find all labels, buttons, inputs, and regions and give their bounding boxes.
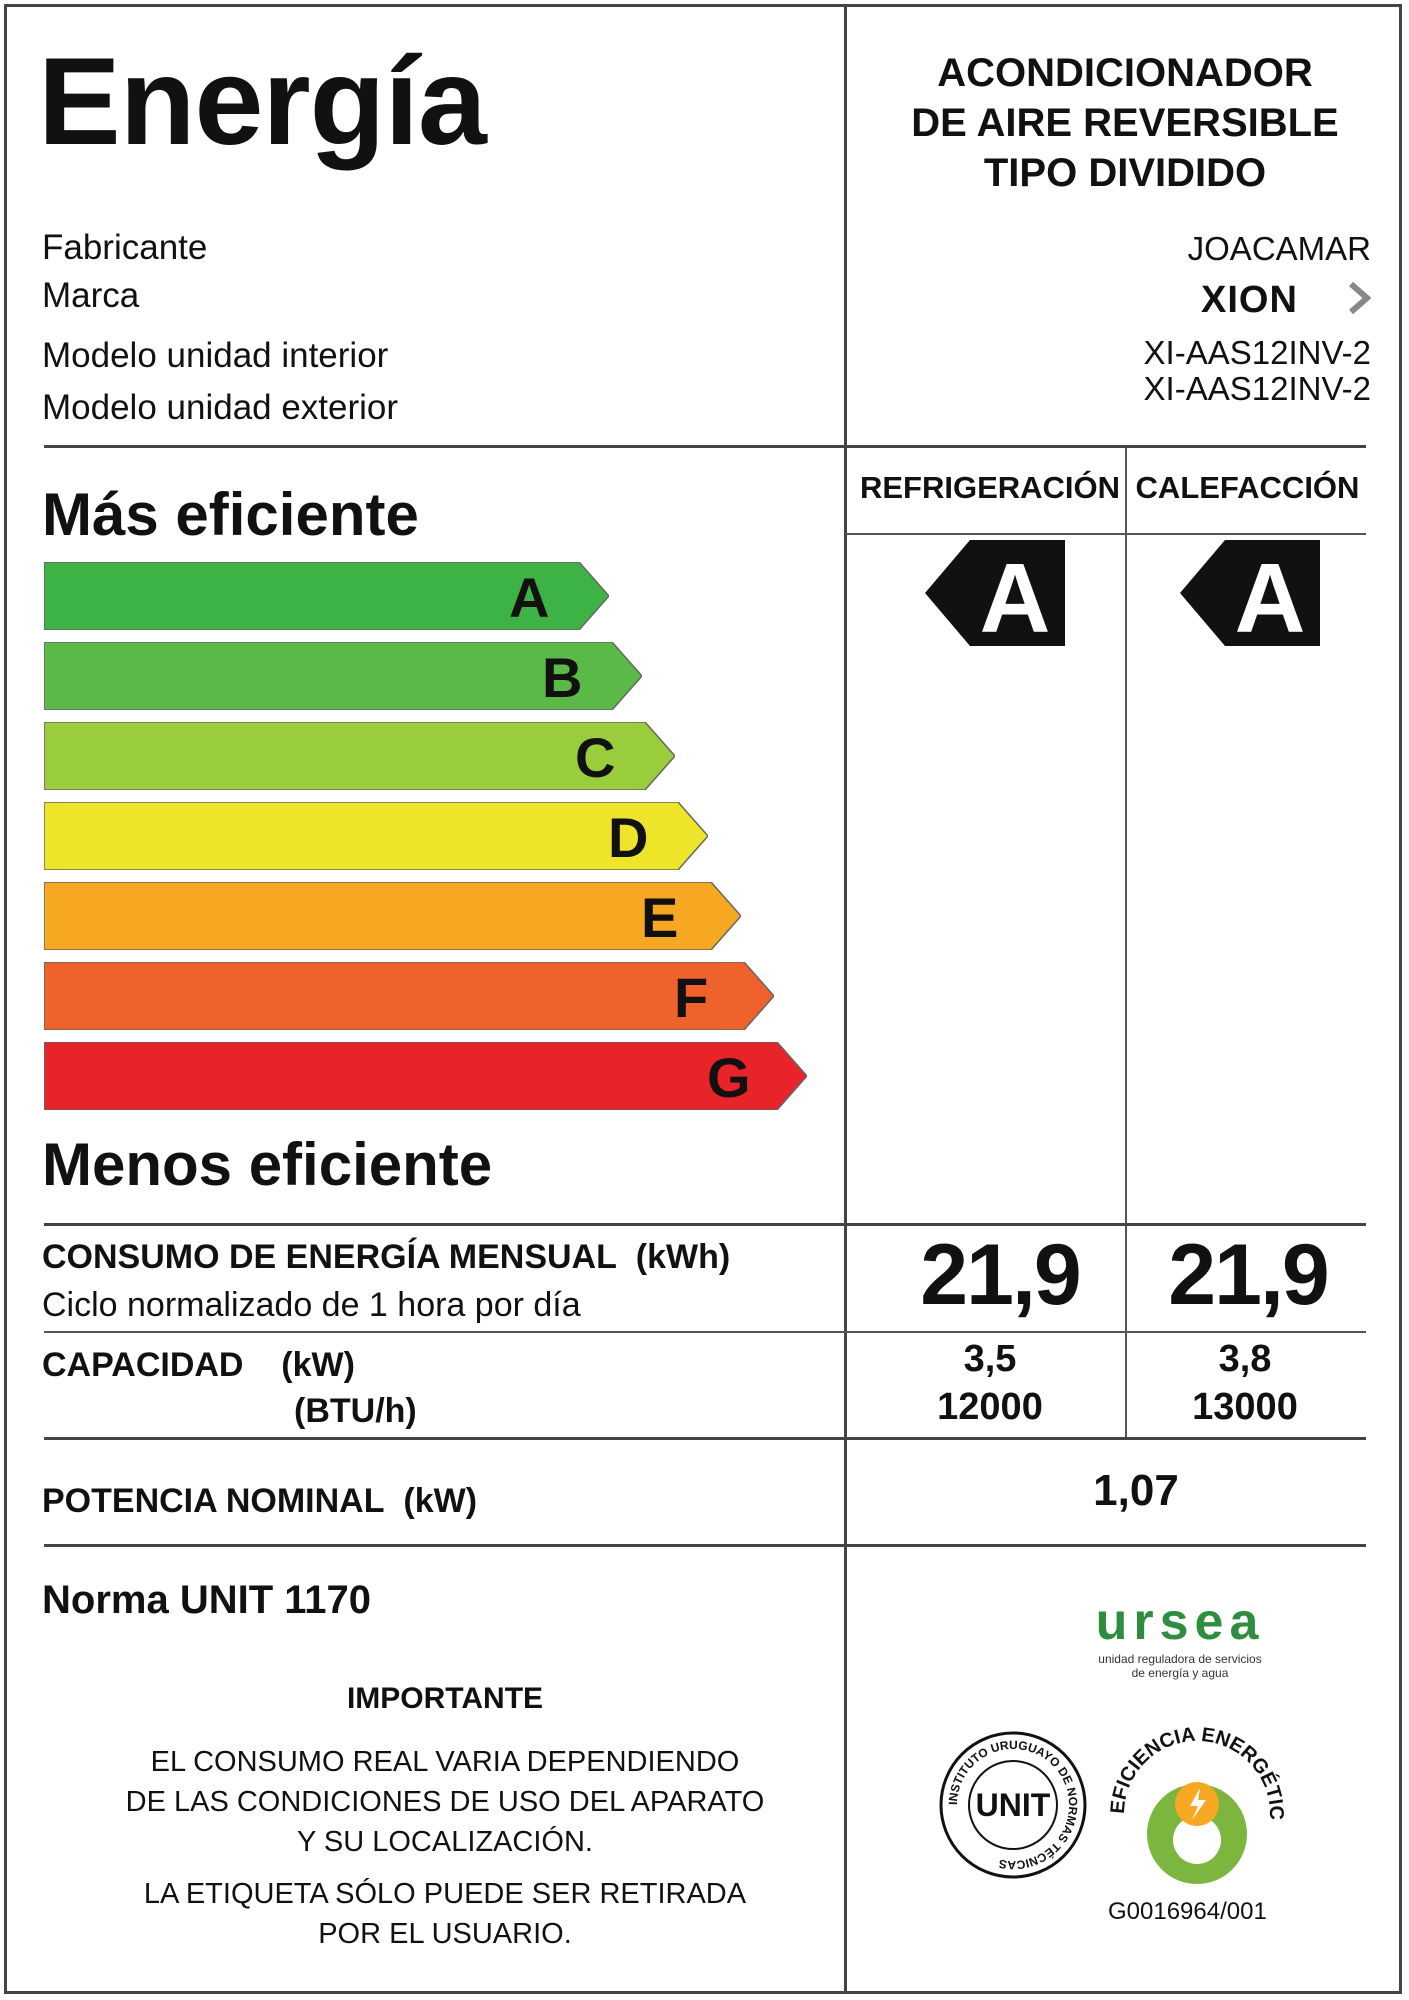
heating-capacity-kw: 3,8 <box>1218 1338 1272 1380</box>
consumption-sub: Ciclo normalizado de 1 hora por día <box>42 1286 581 1324</box>
efficiency-bar-c <box>44 722 675 790</box>
heating-grade-arrow <box>1180 540 1320 646</box>
efficiency-bar-letter: C <box>575 726 616 789</box>
cooling-heating-divider <box>1125 448 1127 1438</box>
indoor-model-value: XI-AAS12INV-2 <box>1143 334 1371 371</box>
brand-label: Marca <box>42 276 140 315</box>
important-title: IMPORTANTE <box>346 1682 544 1715</box>
power-value: 1,07 <box>1093 1466 1179 1515</box>
manufacturer-value: JOACAMAR <box>1187 230 1371 267</box>
label-title: Energía <box>38 33 486 171</box>
ursea-logo: ursea unidad reguladora de servicios de energía y agua <box>1095 1593 1265 1680</box>
efficiency-bar-letter: G <box>707 1046 751 1109</box>
cooling-grade-letter: A <box>979 543 1051 646</box>
cooling-consumption-value: 21,9 <box>920 1227 1080 1323</box>
divider-footer <box>44 1544 1366 1547</box>
unit-seal-ring-text: INSTITUTO URUGUAYO DE NORMAS TÉCNICAS <box>945 1737 1081 1873</box>
consumption-label: CONSUMO DE ENERGÍA MENSUAL (kWh) <box>42 1238 731 1276</box>
cooling-capacity-kw: 3,5 <box>963 1338 1017 1380</box>
efficiency-seal-text: EFICIENCIA ENERGÉTIC <box>1106 1723 1288 1821</box>
divider-colheads <box>846 533 1366 535</box>
divider-power <box>44 1437 1366 1440</box>
unit-seal <box>938 1730 1088 1880</box>
efficiency-bar-b <box>44 642 642 710</box>
cooling-grade-arrow <box>925 540 1065 646</box>
consumption-note: EL CONSUMO REAL VARIA DEPENDIENDO DE LAS CONDICIONES DE USO DEL APARATO Y SU LOCALIZACIÓN. <box>125 1746 765 1858</box>
efficiency-bar-letter: E <box>641 886 679 949</box>
removal-note: LA ETIQUETA SÓLO PUEDE SER RETIRADA POR EL USUARIO. <box>143 1878 747 1950</box>
heating-grade-letter: A <box>1234 543 1306 646</box>
norma-label: Norma UNIT 1170 <box>42 1578 372 1622</box>
brand-chevron-icon <box>1351 284 1367 312</box>
efficiency-bar-letter: B <box>542 646 583 709</box>
capacity-btu-unit: (BTU/h) <box>294 1392 417 1430</box>
divider-capacity <box>44 1331 1366 1333</box>
efficiency-bar-letter: A <box>509 566 550 629</box>
certificate-number: G0016964/001 <box>1108 1898 1267 1925</box>
efficiency-bar-a <box>44 562 609 630</box>
efficiency-bar-g <box>44 1042 807 1110</box>
outdoor-model-value: XI-AAS12INV-2 <box>1143 370 1371 407</box>
heating-header: CALEFACCIÓN <box>1135 470 1360 505</box>
cooling-header: REFRIGERACIÓN <box>859 470 1121 505</box>
indoor-model-label: Modelo unidad interior <box>42 336 389 375</box>
efficiency-bar-letter: D <box>608 806 649 869</box>
more-efficient-label: Más eficiente <box>42 481 419 548</box>
power-label: POTENCIA NOMINAL (kW) <box>42 1482 478 1520</box>
efficiency-bar-letter: F <box>674 966 709 1029</box>
cooling-capacity-btu: 12000 <box>937 1386 1043 1428</box>
less-efficient-label: Menos eficiente <box>42 1131 493 1198</box>
manufacturer-label: Fabricante <box>42 228 208 267</box>
outdoor-model-label: Modelo unidad exterior <box>42 388 399 427</box>
efficiency-bar-f <box>44 962 774 1030</box>
divider-info <box>44 445 1366 448</box>
efficiency-bar-d <box>44 802 708 870</box>
brand-logo-text: XION <box>1201 279 1298 318</box>
product-type: ACONDICIONADOR DE AIRE REVERSIBLE TIPO DIVIDIDO <box>911 51 1339 195</box>
energy-efficiency-seal <box>1102 1722 1292 1892</box>
brand-logo <box>1201 278 1371 318</box>
heating-capacity-btu: 13000 <box>1192 1386 1298 1428</box>
heating-consumption-value: 21,9 <box>1168 1227 1328 1323</box>
capacity-label: CAPACIDAD (kW) <box>42 1346 355 1384</box>
unit-seal-letters: UNIT <box>975 1787 1051 1823</box>
efficiency-bar-e <box>44 882 741 950</box>
